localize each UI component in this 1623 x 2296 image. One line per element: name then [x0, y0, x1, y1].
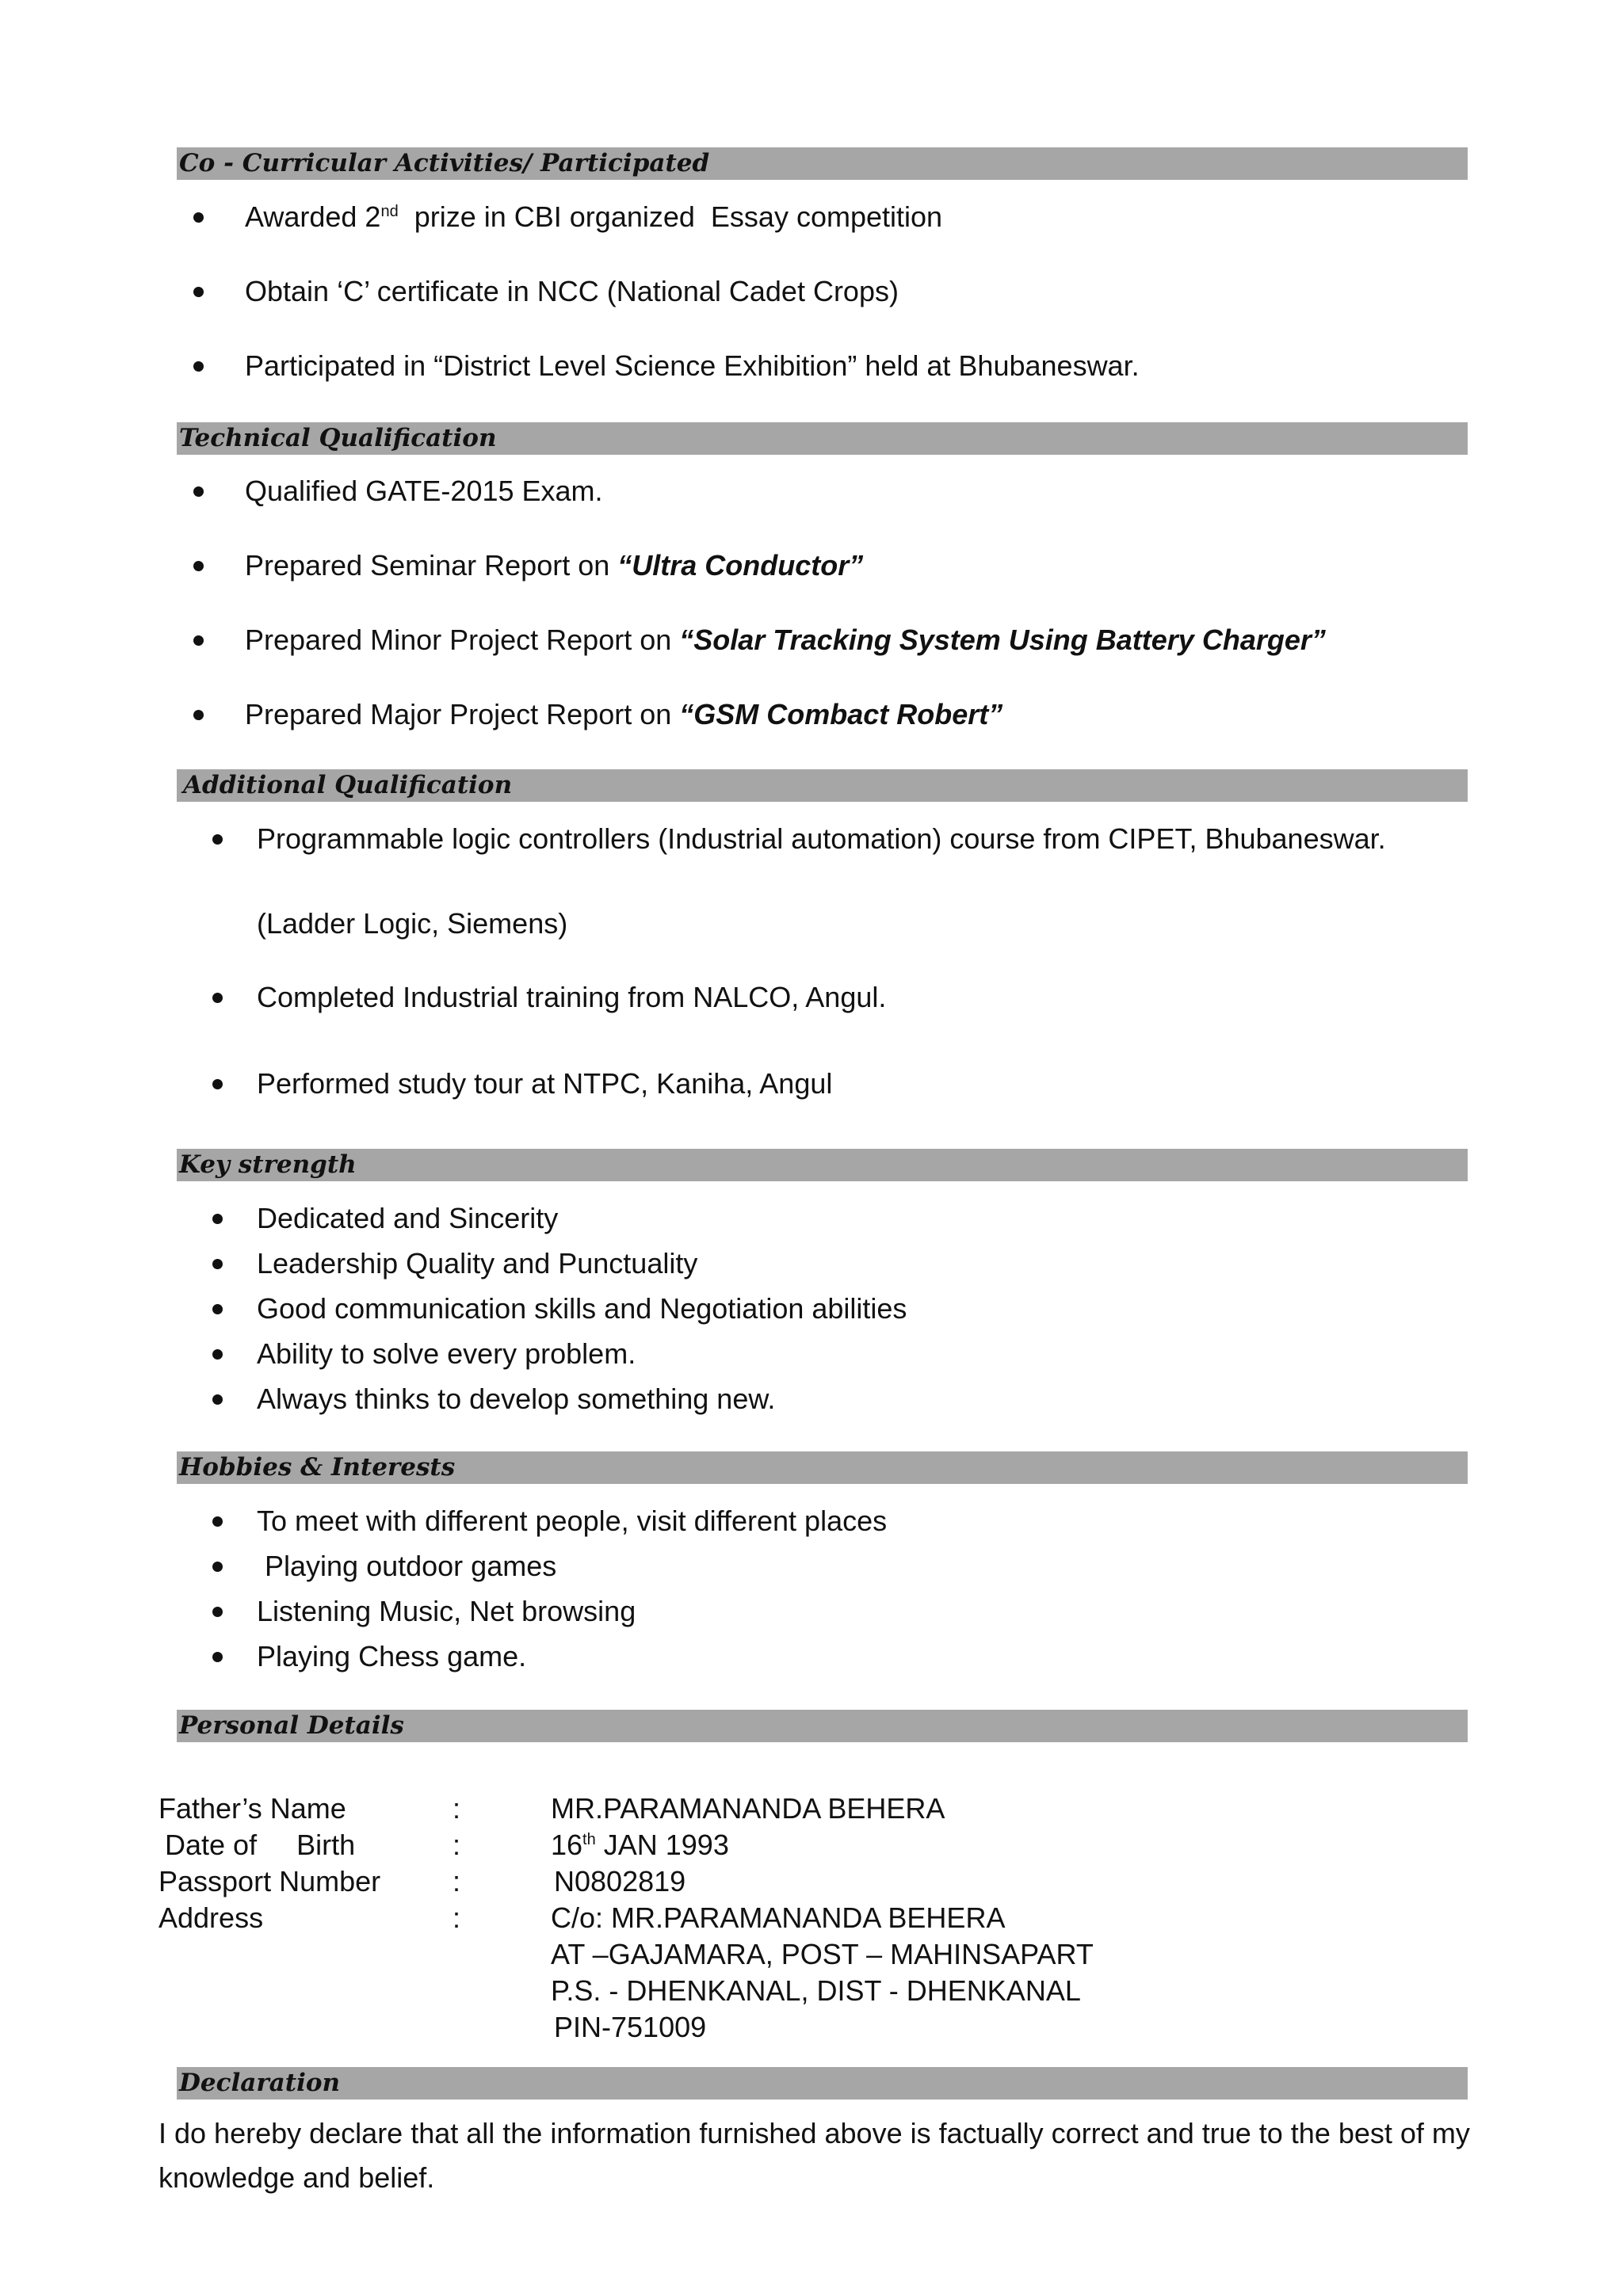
separator: : [453, 1901, 461, 1934]
list-item-text: Playing outdoor games [257, 1550, 557, 1582]
list-item-text: Prepared Seminar Report on “Ultra Conductor” [245, 549, 864, 582]
list-item-text: Ability to solve every problem. [257, 1337, 636, 1370]
address-line: P.S. - DHENKANAL, DIST - DHENKANAL [551, 1974, 1081, 2007]
bullet-icon [212, 1516, 223, 1527]
address-line: AT –GAJAMARA, POST – MAHINSAPART [551, 1938, 1094, 1970]
bullet-icon [193, 361, 204, 372]
bullet-icon [212, 1394, 223, 1405]
address-line: PIN-751009 [554, 2011, 707, 2043]
fathers-name-label: Father’s Name [158, 1792, 346, 1825]
bullet-icon [212, 1562, 223, 1572]
separator: : [453, 1865, 461, 1897]
section-heading-hobbies: Hobbies & Interests [177, 1451, 1468, 1484]
list-item-text: Prepared Major Project Report on “GSM Combact Robert” [245, 698, 1003, 730]
bullet-icon [193, 486, 204, 497]
list-item-text: Completed Industrial training from NALCO, Angul. [257, 981, 887, 1013]
separator: : [453, 1829, 461, 1861]
fathers-name-value: MR.PARAMANANDA BEHERA [551, 1792, 945, 1825]
bullet-icon [193, 561, 204, 571]
bullet-icon [212, 1349, 223, 1360]
passport-label: Passport Number [158, 1865, 381, 1897]
list-item-text: Awarded 2nd prize in CBI organized Essay competition [245, 200, 943, 233]
bullet-icon [193, 287, 204, 297]
list-item-text: Prepared Minor Project Report on “Solar Tracking System Using Battery Charger” [245, 624, 1326, 656]
list-item-text: Playing Chess game. [257, 1640, 527, 1672]
list-item-text: To meet with different people, visit different places [257, 1505, 888, 1537]
section-heading-personal: Personal Details [177, 1710, 1468, 1742]
section-heading-cocurricular: Co - Curricular Activities/ Participated [177, 147, 1468, 180]
list-item-text: Performed study tour at NTPC, Kaniha, Angul [257, 1067, 833, 1100]
separator: : [453, 1792, 461, 1825]
declaration-text-line: I do hereby declare that all the information furnished above is factually correct and true to the best of my [158, 2117, 1470, 2149]
list-item-text: Qualified GATE-2015 Exam. [245, 475, 603, 507]
bullet-icon [212, 1652, 223, 1662]
list-item-text: Good communication skills and Negotiation abilities [257, 1292, 907, 1325]
bullet-icon [212, 1304, 223, 1314]
dob-label: Date of Birth [165, 1829, 356, 1861]
section-heading-declaration: Declaration [177, 2067, 1468, 2100]
declaration-text-line: knowledge and belief. [158, 2161, 435, 2194]
list-item-text: Dedicated and Sincerity [257, 1202, 559, 1234]
bullet-icon [193, 212, 204, 223]
section-heading-additional: Additional Qualification [177, 769, 1468, 802]
address-label: Address [158, 1901, 264, 1934]
dob-value: 16th JAN 1993 [551, 1829, 729, 1861]
bullet-icon [212, 1259, 223, 1269]
bullet-icon [193, 710, 204, 720]
list-item-text: Participated in “District Level Science Exhibition” held at Bhubaneswar. [245, 349, 1140, 382]
bullet-icon [212, 834, 223, 845]
bullet-icon [212, 1079, 223, 1089]
list-item-text: Always thinks to develop something new. [257, 1383, 776, 1415]
list-item-text: Obtain ‘C’ certificate in NCC (National Cadet Crops) [245, 275, 899, 307]
section-heading-strength: Key strength [177, 1149, 1468, 1181]
list-item-text: Listening Music, Net browsing [257, 1595, 636, 1627]
bullet-icon [193, 635, 204, 646]
bullet-icon [212, 993, 223, 1003]
bullet-icon [212, 1214, 223, 1224]
address-line: C/o: MR.PARAMANANDA BEHERA [551, 1901, 1006, 1934]
list-item-text: Leadership Quality and Punctuality [257, 1247, 698, 1280]
passport-value: N0802819 [554, 1865, 686, 1897]
bullet-icon [212, 1607, 223, 1617]
list-item-text: Programmable logic controllers (Industrial automation) course from CIPET, Bhubaneswar. [257, 822, 1386, 855]
list-item-continuation: (Ladder Logic, Siemens) [257, 907, 568, 940]
section-heading-technical: Technical Qualification [177, 422, 1468, 455]
